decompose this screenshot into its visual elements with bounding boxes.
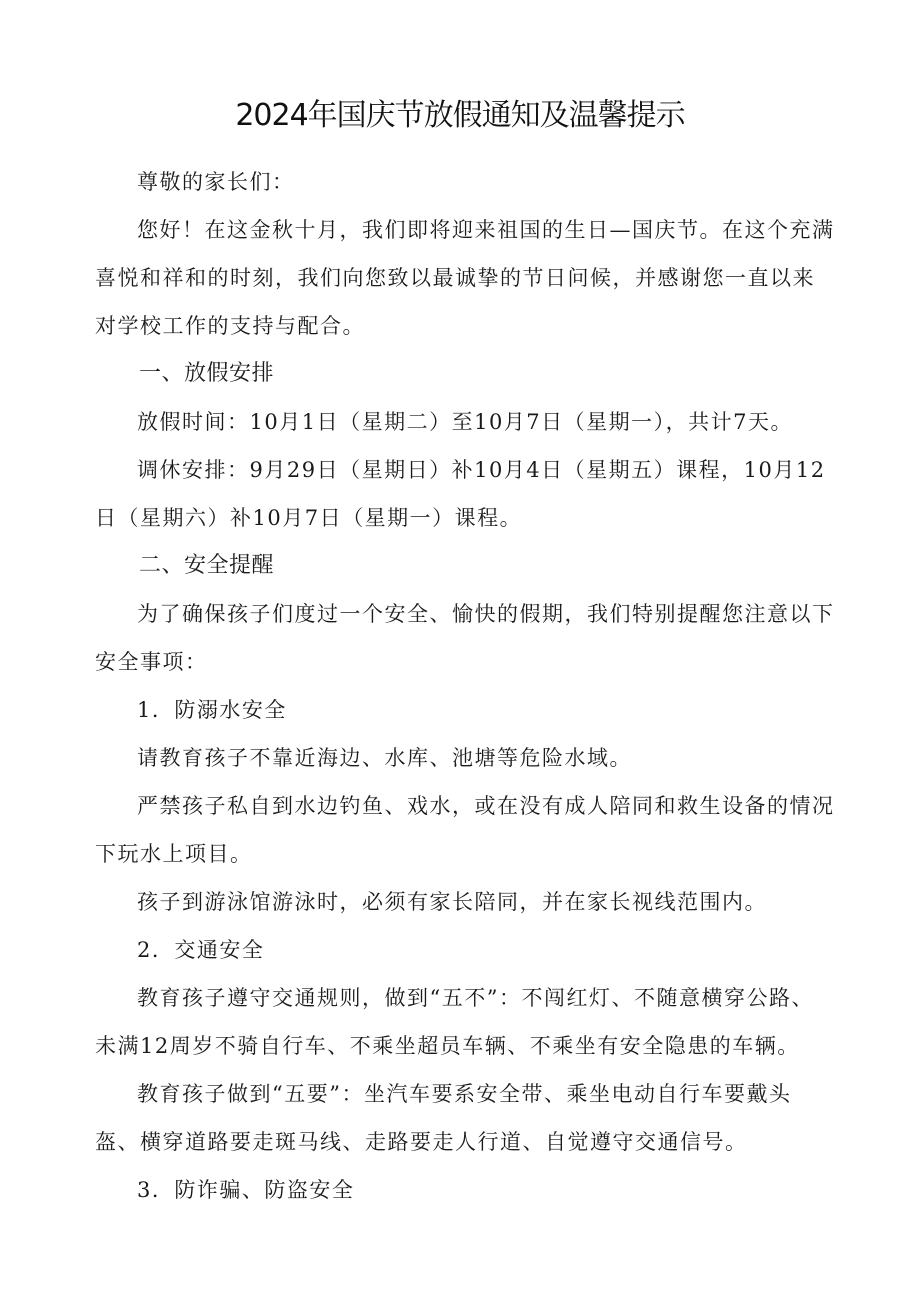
section-heading-safety: 二、安全提醒 xyxy=(139,553,275,578)
traffic-paragraph-2: 教育孩子做到“五要”：坐汽车要系安全带、乘坐电动自行车要戴头盔、横穿道路要走斑马线、走路要走人行道、自觉遵守交通信号。 xyxy=(95,1082,792,1154)
drowning-paragraph-2: 严禁孩子私自到水边钓鱼、戏水，或在没有成人陪同和救生设备的情况下玩水上项目。 xyxy=(95,794,835,866)
document-body xyxy=(95,158,835,1214)
drowning-paragraph-3: 孩子到游泳馆游泳时，必须有家长陪同，并在家长视线范围内。 xyxy=(137,890,767,914)
holiday-time-paragraph: 放假时间：10月1日（星期二）至10月7日（星期一），共计7天。 xyxy=(137,410,794,434)
intro-paragraph: 您好！在这金秋十月，我们即将迎来祖国的生日—国庆节。在这个充满喜悦和祥和的时刻，我们向您致以最诚挚的节日问候，并感谢您一直以来对学校工作的支持与配合。 xyxy=(95,218,835,338)
traffic-paragraph-1: 教育孩子遵守交通规则，做到“五不”：不闯红灯、不随意横穿公路、未满12周岁不骑自行车、不乘坐超员车辆、不乘坐有安全隐患的车辆。 xyxy=(95,986,814,1058)
item-heading-fraud: 3．防诈骗、防盗安全 xyxy=(137,1178,355,1202)
makeup-paragraph: 调休安排：9月29日（星期日）补10月4日（星期五）课程，10月12日（星期六）补10月7日（星期一）课程。 xyxy=(95,458,826,530)
greeting: 尊敬的家长们： xyxy=(137,170,295,194)
item-heading-drowning: 1．防溺水安全 xyxy=(137,698,287,722)
item-heading-traffic: 2．交通安全 xyxy=(137,938,265,962)
safety-intro-paragraph: 为了确保孩子们度过一个安全、愉快的假期，我们特别提醒您注意以下安全事项： xyxy=(95,602,835,674)
document-title: 2024年国庆节放假通知及温馨提示 xyxy=(235,98,685,133)
section-heading-holiday: 一、放假安排 xyxy=(139,361,275,386)
drowning-paragraph-1: 请教育孩子不靠近海边、水库、池塘等危险水域。 xyxy=(137,746,632,770)
